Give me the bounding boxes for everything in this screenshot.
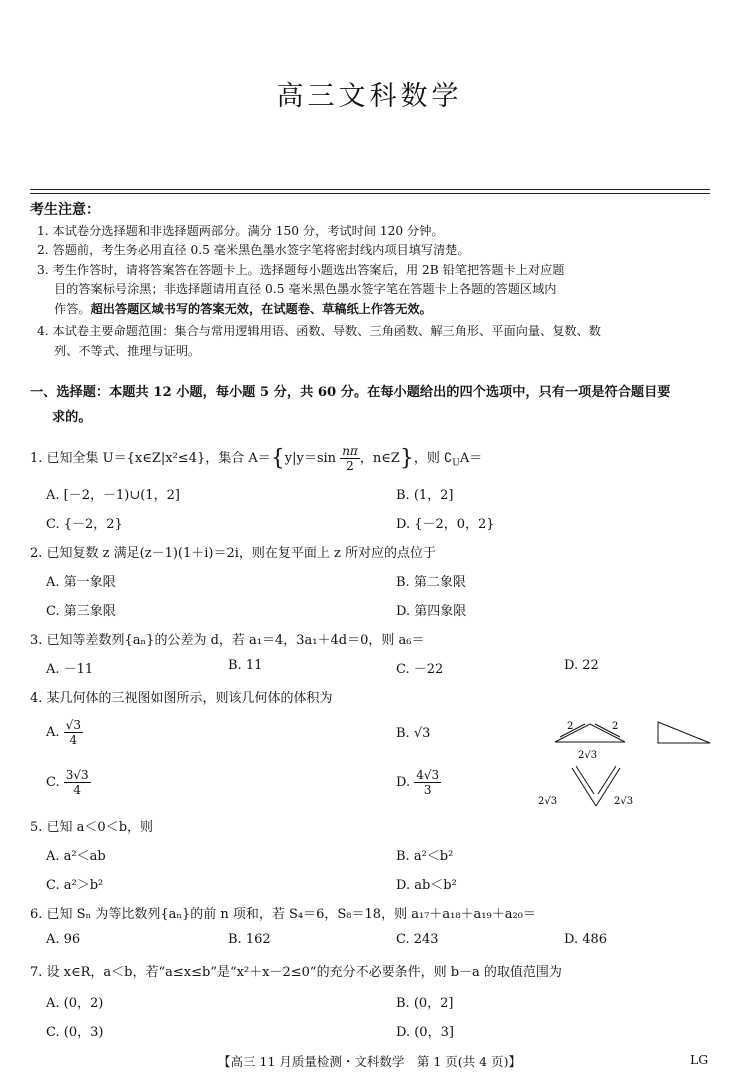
q1-fraction xyxy=(340,444,360,473)
q1-option-a: A. [－2，－1)∪(1，2] xyxy=(46,488,180,503)
q4-c-den: 4 xyxy=(73,783,82,797)
page-footer: 【高三 11 月质量检测・文科数学 第 1 页(共 4 页)】 xyxy=(218,1054,521,1069)
q1-text-4: ，则 ∁ xyxy=(413,451,453,466)
footer-tag: LG xyxy=(690,1052,709,1067)
q3-option-d: D. 22 xyxy=(564,658,599,673)
q2-option-c: C. 第三象限 xyxy=(46,604,116,619)
question-6-stem: 6. 已知 Sₙ 为等比数列{aₙ}的前 n 项和，若 S₄＝6，S₈＝18，则 a₁₇＋a₁₈＋a₁₉＋a₂₀＝ xyxy=(30,907,536,922)
question-5-stem: 5. 已知 a＜0＜b，则 xyxy=(30,820,154,835)
notice-line-4b: 列、不等式、推理与证明。 xyxy=(54,344,201,358)
front-label-base: 2√3 xyxy=(578,750,598,761)
q4-d-prefix: D. xyxy=(396,775,411,790)
top-label-left: 2√3 xyxy=(538,796,558,807)
notice-line-3c-bold: 超出答题区域书写的答案无效，在试题卷、草稿纸上作答无效。 xyxy=(90,302,432,316)
front-label-left: 2 xyxy=(567,721,574,732)
q4-a-prefix: A. xyxy=(46,725,60,740)
notice-line-3a: 3. 考生作答时，请将答案答在答题卡上。选择题每小题选出答案后，用 2B 铅笔把答题卡上对应题 xyxy=(37,263,565,277)
question-4-stem: 4. 某几何体的三视图如图所示，则该几何体的体积为 xyxy=(30,691,333,706)
q4-d-fraction xyxy=(414,768,441,797)
q1-option-c: C. {－2，2} xyxy=(46,517,123,532)
left-brace: { xyxy=(270,446,285,471)
q6-option-a: A. 96 xyxy=(46,932,81,947)
q4-option-d xyxy=(396,768,441,797)
header-rule-top xyxy=(30,189,710,190)
top-label-right: 2√3 xyxy=(614,796,634,807)
q4-a-num: √3 xyxy=(65,718,81,732)
q4-c-num: 3√3 xyxy=(65,768,89,782)
q4-option-a xyxy=(46,718,83,747)
q4-d-den: 3 xyxy=(423,783,432,797)
notice-heading: 考生注意： xyxy=(30,202,100,218)
q3-option-b: B. 11 xyxy=(228,658,263,673)
q1-text-5: A＝ xyxy=(459,451,483,466)
section-heading-cont: 求的。 xyxy=(52,410,92,425)
notice-line-3c xyxy=(54,300,432,317)
notice-line-4a: 4. 本试卷主要命题范围：集合与常用逻辑用语、函数、导数、三角函数、解三角形、平面向量、复数、数 xyxy=(37,324,601,338)
q1-frac-num: nπ xyxy=(342,444,358,458)
header-rule-bottom xyxy=(30,193,710,194)
q4-c-prefix: C. xyxy=(46,775,60,790)
q1-sub: U xyxy=(452,458,460,469)
q7-option-a: A. (0，2) xyxy=(46,996,104,1011)
q7-option-d: D. (0，3] xyxy=(396,1025,454,1040)
question-7-stem: 7. 设 x∈R，a＜b，若“a≤x≤b”是“x²＋x－2≤0”的充分不必要条件，则 b－a 的取值范围为 xyxy=(30,965,562,980)
side-view xyxy=(658,722,710,743)
top-view xyxy=(572,766,620,806)
q1-text-2: y|y＝sin xyxy=(284,451,337,466)
q6-option-d: D. 486 xyxy=(564,932,608,947)
q1-frac-den: 2 xyxy=(346,459,354,473)
q1-text-3: ，n∈Z xyxy=(359,451,400,466)
q4-option-c xyxy=(46,768,91,797)
question-1-stem xyxy=(30,444,482,473)
three-view-figure xyxy=(530,712,715,812)
notice-line-3b: 目的答案标号涂黑；非选择题请用直径 0.5 毫米黑色墨水签字笔在答题卡上各题的答题区域内 xyxy=(54,282,557,296)
notice-line-3c-prefix: 作答。 xyxy=(54,302,91,316)
question-3-stem: 3. 已知等差数列{aₙ}的公差为 d，若 a₁＝4，3a₁＋4d＝0，则 a₆＝ xyxy=(30,633,425,648)
page-title: 高三文科数学 xyxy=(276,81,463,112)
notice-line-2: 2. 答题前，考生务必用直径 0.5 毫米黑色墨水签字笔将密封线内项目填写清楚。 xyxy=(37,243,470,257)
q2-option-a: A. 第一象限 xyxy=(46,575,116,590)
q2-option-b: B. 第二象限 xyxy=(396,575,466,590)
notice-line-1: 1. 本试卷分选择题和非选择题两部分。满分 150 分，考试时间 120 分钟。 xyxy=(37,224,444,238)
q1-option-b: B. (1，2] xyxy=(396,488,454,503)
q5-option-c: C. a²＞b² xyxy=(46,878,104,893)
front-label-right: 2 xyxy=(612,721,619,732)
q1-option-d: D. {－2，0，2} xyxy=(396,517,495,532)
q4-c-fraction xyxy=(64,768,91,797)
q4-a-fraction xyxy=(64,718,83,747)
q1-text-1: 1. 已知全集 U＝{x∈Z|x²≤4}，集合 A＝ xyxy=(30,451,271,466)
q4-d-num: 4√3 xyxy=(416,768,440,782)
q4-option-b: B. √3 xyxy=(396,726,431,741)
q6-option-c: C. 243 xyxy=(396,932,439,947)
q7-option-c: C. (0，3) xyxy=(46,1025,104,1040)
q5-option-b: B. a²＜b² xyxy=(396,849,454,864)
section-heading: 一、选择题：本题共 12 小题，每小题 5 分，共 60 分。在每小题给出的四个选项中，只有一项是符合题目要 xyxy=(30,385,671,400)
q5-option-a: A. a²＜ab xyxy=(46,849,106,864)
q2-option-d: D. 第四象限 xyxy=(396,604,467,619)
question-2-stem: 2. 已知复数 z 满足(z－1)(1＋i)＝2i，则在复平面上 z 所对应的点位于 xyxy=(30,546,437,561)
q3-option-a: A. －11 xyxy=(46,662,94,677)
right-brace: } xyxy=(399,446,414,471)
q7-option-b: B. (0，2] xyxy=(396,996,454,1011)
q4-a-den: 4 xyxy=(69,733,78,747)
q5-option-d: D. ab＜b² xyxy=(396,878,457,893)
q6-option-b: B. 162 xyxy=(228,932,271,947)
q3-option-c: C. －22 xyxy=(396,662,444,677)
